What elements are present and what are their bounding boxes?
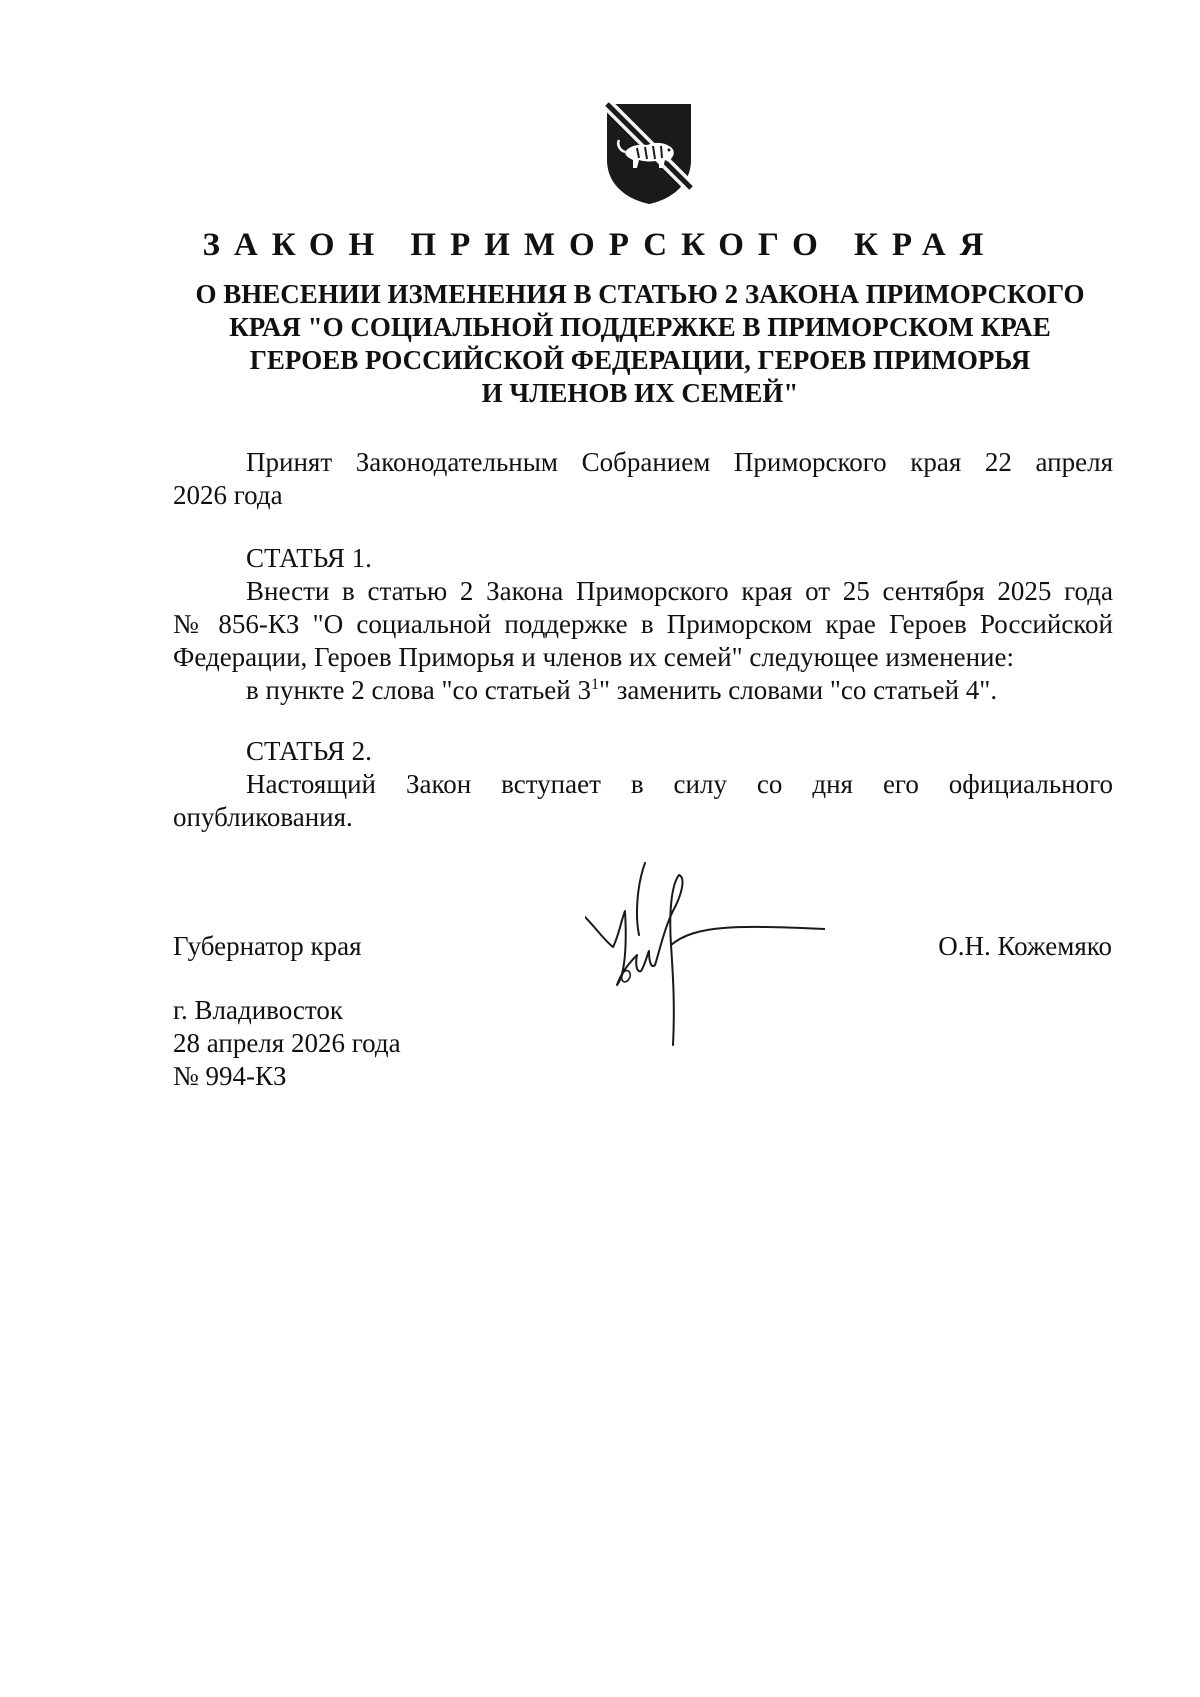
law-title-line: ГЕРОЕВ РОССИЙСКОЙ ФЕДЕРАЦИИ, ГЕРОЕВ ПРИМОРЬЯ bbox=[249, 345, 1031, 375]
signing-details bbox=[173, 994, 401, 1093]
article-1-line: Внести в статью 2 Закона Приморского края от 25 сентября 2025 года bbox=[246, 576, 1113, 606]
law-title bbox=[170, 278, 1110, 410]
governor-name: О.Н. Кожемяко bbox=[938, 931, 1112, 961]
adoption-note bbox=[173, 446, 1113, 512]
amendment-prefix: в пункте 2 слова "со статьей 3 bbox=[246, 675, 591, 705]
article-2-line: Настоящий Закон вступает в силу со дня его официального bbox=[246, 769, 1113, 799]
adoption-line: 2026 года bbox=[173, 480, 283, 510]
law-heading: ЗАКОН ПРИМОРСКОГО КРАЯ bbox=[202, 227, 998, 263]
article-2-line: опубликования. bbox=[173, 802, 353, 832]
amendment-suffix: " заменить словами "со статьей 4". bbox=[598, 675, 998, 705]
article-1-line: Федерации, Героев Приморья и членов их семей" следующее изменение: bbox=[173, 642, 1014, 672]
amendment-superscript: 1 bbox=[590, 676, 599, 693]
article-1-label: СТАТЬЯ 1. bbox=[246, 543, 372, 573]
law-title-line: И ЧЛЕНОВ ИХ СЕМЕЙ" bbox=[481, 378, 799, 408]
law-title-line: КРАЯ "О СОЦИАЛЬНОЙ ПОДДЕРЖКЕ В ПРИМОРСКОМ КРАЕ bbox=[229, 312, 1051, 342]
signing-date: 28 апреля 2026 года bbox=[173, 1028, 401, 1058]
law-number: № 994-КЗ bbox=[173, 1061, 287, 1091]
article-1-line: № 856-КЗ "О социальной поддержке в Приморском крае Героев Российской bbox=[173, 609, 1113, 639]
article-2-text bbox=[173, 768, 1113, 834]
governor-title: Губернатор края bbox=[173, 931, 362, 961]
article-1-amendment bbox=[173, 674, 1113, 707]
primorsky-krai-coat-of-arms-icon bbox=[603, 102, 695, 206]
article-1-text bbox=[173, 575, 1113, 707]
signing-place: г. Владивосток bbox=[173, 995, 343, 1025]
law-title-line: О ВНЕСЕНИИ ИЗМЕНЕНИЯ В СТАТЬЮ 2 ЗАКОНА ПРИМОРСКОГО bbox=[195, 279, 1085, 309]
article-2-label: СТАТЬЯ 2. bbox=[246, 736, 372, 766]
handwritten-signature-icon bbox=[585, 855, 825, 1055]
adoption-line: Принят Законодательным Собранием Приморского края 22 апреля bbox=[246, 447, 1113, 477]
